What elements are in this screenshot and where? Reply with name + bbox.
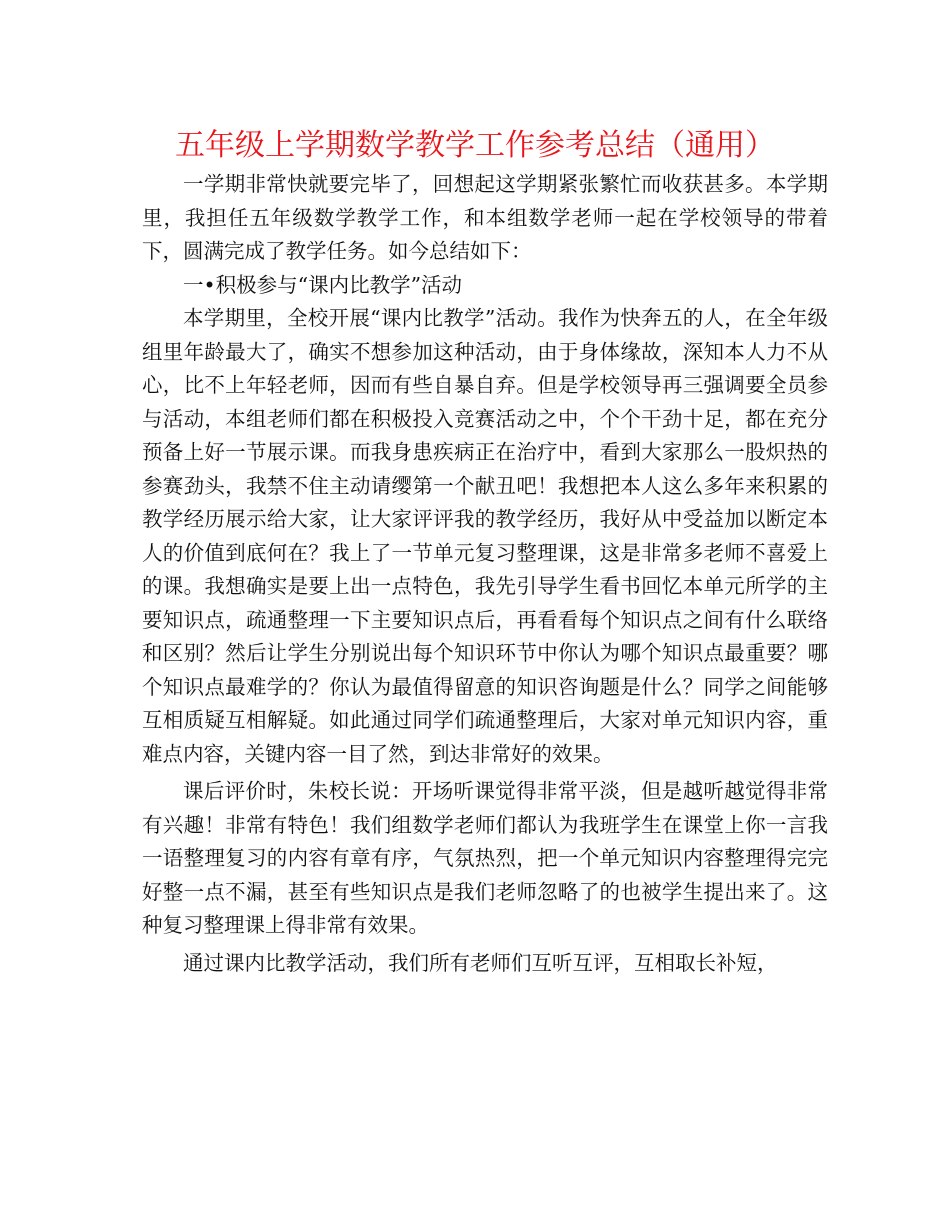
document-body: [142, 168, 828, 980]
paragraph-intro: 一学期非常快就要完毕了，回想起这学期紧张繁忙而收获甚多。本学期里，我担任五年级数学教学工作，和本组数学老师一起在学校领导的带着下，圆满完成了教学任务。如今总结如下：: [142, 172, 828, 263]
document-title: 五年级上学期数学教学工作参考总结（通用）: [175, 128, 775, 163]
paragraph-activity: 本学期里，全校开展“课内比教学”活动。我作为快奔五的人，在全年级组里年龄最大了，确实不想参加这种活动，由于身体缘故，深知本人力不从心，比不上年轻老师，因而有些自暴自弃。但是学校领导再三强调要全员参与活动，本组老师们都在积极投入竞赛活动之中，个个干劲十足，都在充分预备上好一节展示课。而我身患疾病正在治疗中，看到大家那么一股炽热的参赛劲头，我禁不住主动请缨第一个献丑吧！我想把本人这么多年来积累的教学经历展示给大家，让大家评评我的教学经历，我好从中受益加以断定本人的价值到底何在？我上了一节单元复习整理课，这是非常多老师不喜爱上的课。我想确实是要上出一点特色，我先引导学生看书回忆本单元所学的主要知识点，疏通整理一下主要知识点后，再看看每个知识点之间有什么联络和区别？然后让学生分别说出每个知识环节中你认为哪个知识点最重要？哪个知识点最难学的？你认为最值得留意的知识咨询题是什么？同学之间能够互相质疑互相解疑。如此通过同学们疏通整理后，大家对单元知识内容，重难点内容，关键内容一目了然，到达非常好的效果。: [142, 306, 828, 766]
paragraph-conclusion: 通过课内比教学活动，我们所有老师们互听互评，互相取长补短，: [183, 950, 778, 975]
paragraph-evaluation: 课后评价时，朱校长说：开场听课觉得非常平淡，但是越听越觉得非常有兴趣！非常有特色！我们组数学老师们都认为我班学生在课堂上你一言我一语整理复习的内容有章有序，气氛热烈，把一个单元知识内容整理得完完好整一点不漏，甚至有些知识点是我们老师忽略了的也被学生提出来了。这种复习整理课上得非常有效果。: [142, 779, 828, 937]
section-heading-1: 一•积极参与“课内比教学”活动: [183, 272, 463, 297]
